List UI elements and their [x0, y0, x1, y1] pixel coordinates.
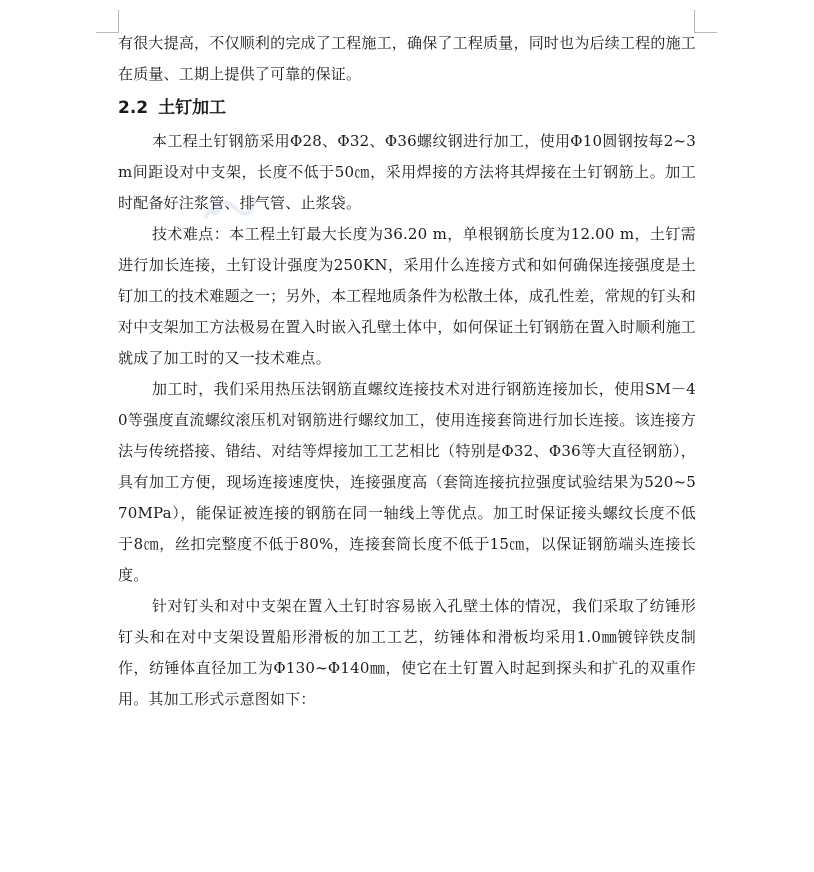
page-corner-mark-top-left	[96, 10, 119, 33]
paragraph-spindle-head: 针对钉头和对中支架在置入土钉时容易嵌入孔壁土体的情况，我们采取了纺锤形钉头和在对中支架设置船形滑板的加工工艺，纺锤体和滑板均采用1.0㎜镀锌铁皮制作，纺锤体直径加工为Φ130~Φ140㎜，使它在土钉置入时起到探头和扩孔的双重作用。其加工形式示意图如下：	[118, 597, 696, 708]
section-number: 2.2	[118, 98, 149, 118]
section-title: 土钉加工	[158, 98, 227, 118]
document-body	[118, 28, 696, 715]
page-corner-mark-top-right	[694, 10, 717, 33]
section-heading	[118, 90, 696, 126]
paragraph-processing-method: 加工时，我们采用热压法钢筋直螺纹连接技术对进行钢筋连接加长，使用SM－40等强度直流螺纹滚压机对钢筋进行螺纹加工，使用连接套筒进行加长连接。该连接方法与传统搭接、错结、对结等焊接加工工艺相比（特别是Φ32、Φ36等大直径钢筋），具有加工方便，现场连接速度快，连接强度高（套筒连接抗拉强度试验结果为520~570MPa），能保证被连接的钢筋在同一轴线上等优点。加工时保证接头螺纹长度不低于8㎝，丝扣完整度不低于80%，连接套筒长度不低于15㎝，以保证钢筋端头连接长度。	[118, 380, 696, 584]
paragraph-technical-difficulty: 技术难点：本工程土钉最大长度为36.20 m，单根钢筋长度为12.00 m，土钉需进行加长连接，土钉设计强度为250KN，采用什么连接方式和如何确保连接强度是土钉加工的技术难题之一；另外，本工程地质条件为松散土体，成孔性差，常规的钉头和对中支架加工方法极易在置入时嵌入孔壁土体中，如何保证土钉钢筋在置入时顺利施工就成了加工时的又一技术难点。	[118, 225, 696, 367]
paragraph-continuation: 有很大提高，不仅顺利的完成了工程施工，确保了工程质量，同时也为后续工程的施工在质量、工期上提供了可靠的保证。	[118, 34, 696, 83]
paragraph-materials: 本工程土钉钢筋采用Φ28、Φ32、Φ36螺纹钢进行加工，使用Φ10圆钢按每2~3m间距设对中支架，长度不低于50㎝，采用焊接的方法将其焊接在土钉钢筋上。加工时配备好注浆管、排气管、止浆袋。	[118, 132, 696, 212]
